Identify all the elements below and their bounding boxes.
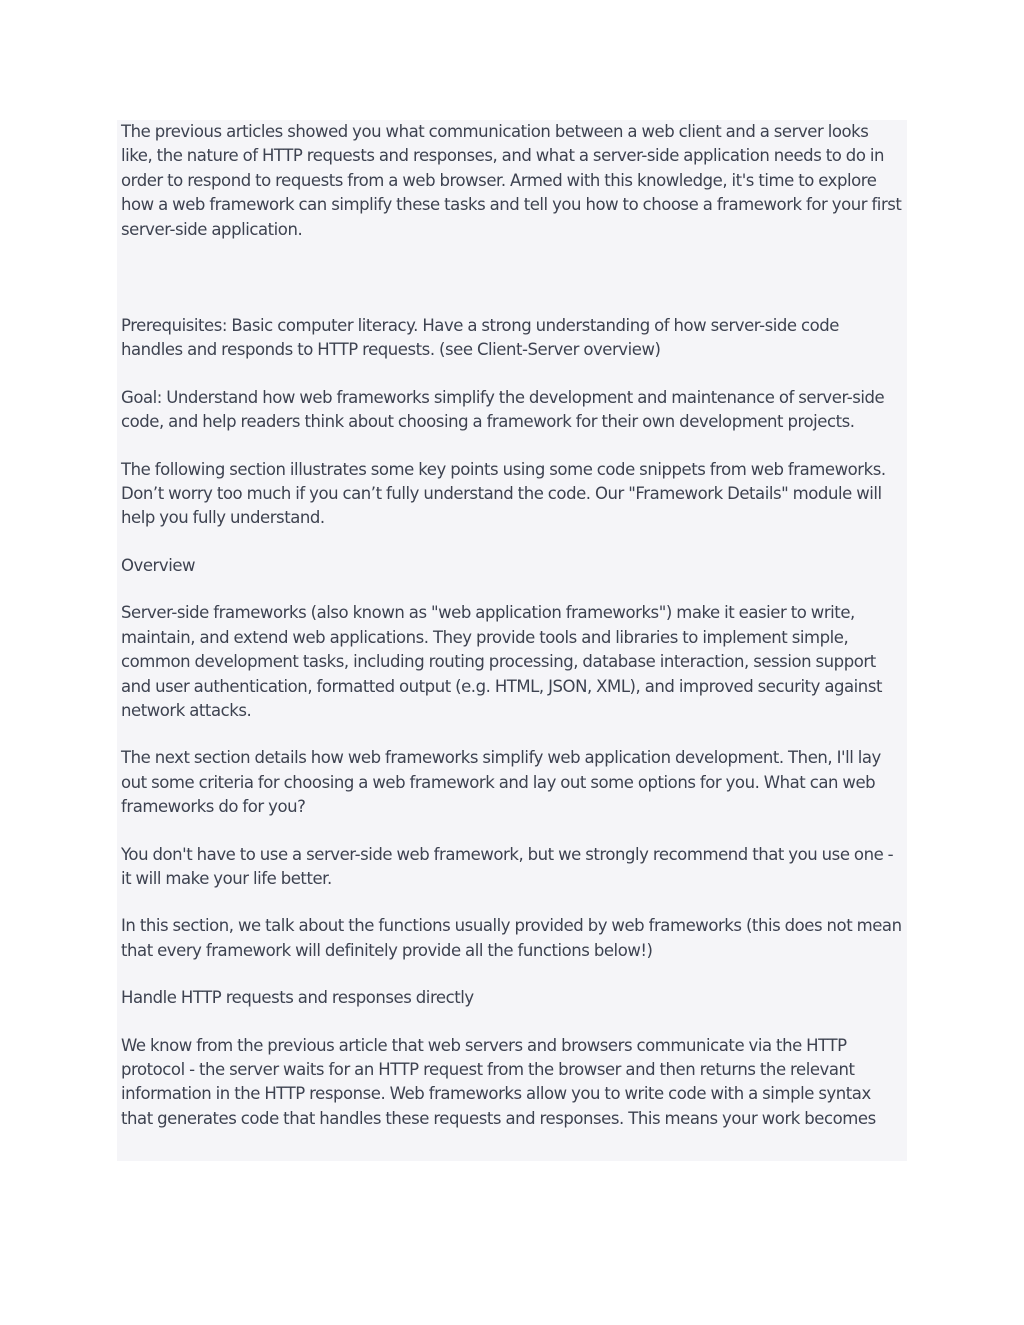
overview-paragraph: Server-side frameworks (also known as "web application frameworks") make it easier to write, maintain, and extend web applications. They provide tools and libraries to implement simple, common development tasks, including routing processing, database interaction, session support and user authentication, formatted output (e.g. HTML, JSON, XML), and improved security against network attacks. [121,603,882,720]
goal-paragraph: Goal: Understand how web frameworks simplify the development and maintenance of server-side code, and help readers think about choosing a framework for their own development projects. [121,387,885,432]
recommendation-paragraph: You don't have to use a server-side web framework, but we strongly recommend that you use one - it will make your life better. [121,844,894,888]
functions-intro-paragraph: In this section, we talk about the functions usually provided by web frameworks (this does not mean that every framework will definitely provide all the functions below!) [121,916,902,960]
code-snippets-note-paragraph: The following section illustrates some key points using some code snippets from web frameworks. Don’t worry too much if you can’t fully understand the code. Our "Framework Details" module will help you fully understand. [121,459,886,528]
document-page [117,120,907,1161]
next-section-paragraph: The next section details how web frameworks simplify web application development. Then, I'll lay out some criteria for choosing a web framework and lay out some options for you. What can web frameworks do for you? [121,748,881,817]
document-body [117,120,907,1131]
prerequisites-paragraph: Prerequisites: Basic computer literacy. Have a strong understanding of how server-side code handles and responds to HTTP requests. (see Client-Server overview) [121,316,839,360]
overview-heading: Overview [121,555,196,575]
intro-paragraph: The previous articles showed you what communication between a web client and a server looks like, the nature of HTTP requests and responses, and what a server-side application needs to do in order to respond to requests from a web browser. Armed with this knowledge, it's time to explore how a web framework can simplify these tasks and tell you how to choose a framework for your first server-side application. [121,122,902,239]
http-handling-paragraph: We know from the previous article that web servers and browsers communicate via the HTTP protocol - the server waits for an HTTP request from the browser and then returns the relevant information in the HTTP response. Web frameworks allow you to write code with a simple syntax that generates code that handles these requests and responses. This means your work becomes [121,1035,876,1128]
http-handling-heading: Handle HTTP requests and responses directly [121,988,474,1008]
